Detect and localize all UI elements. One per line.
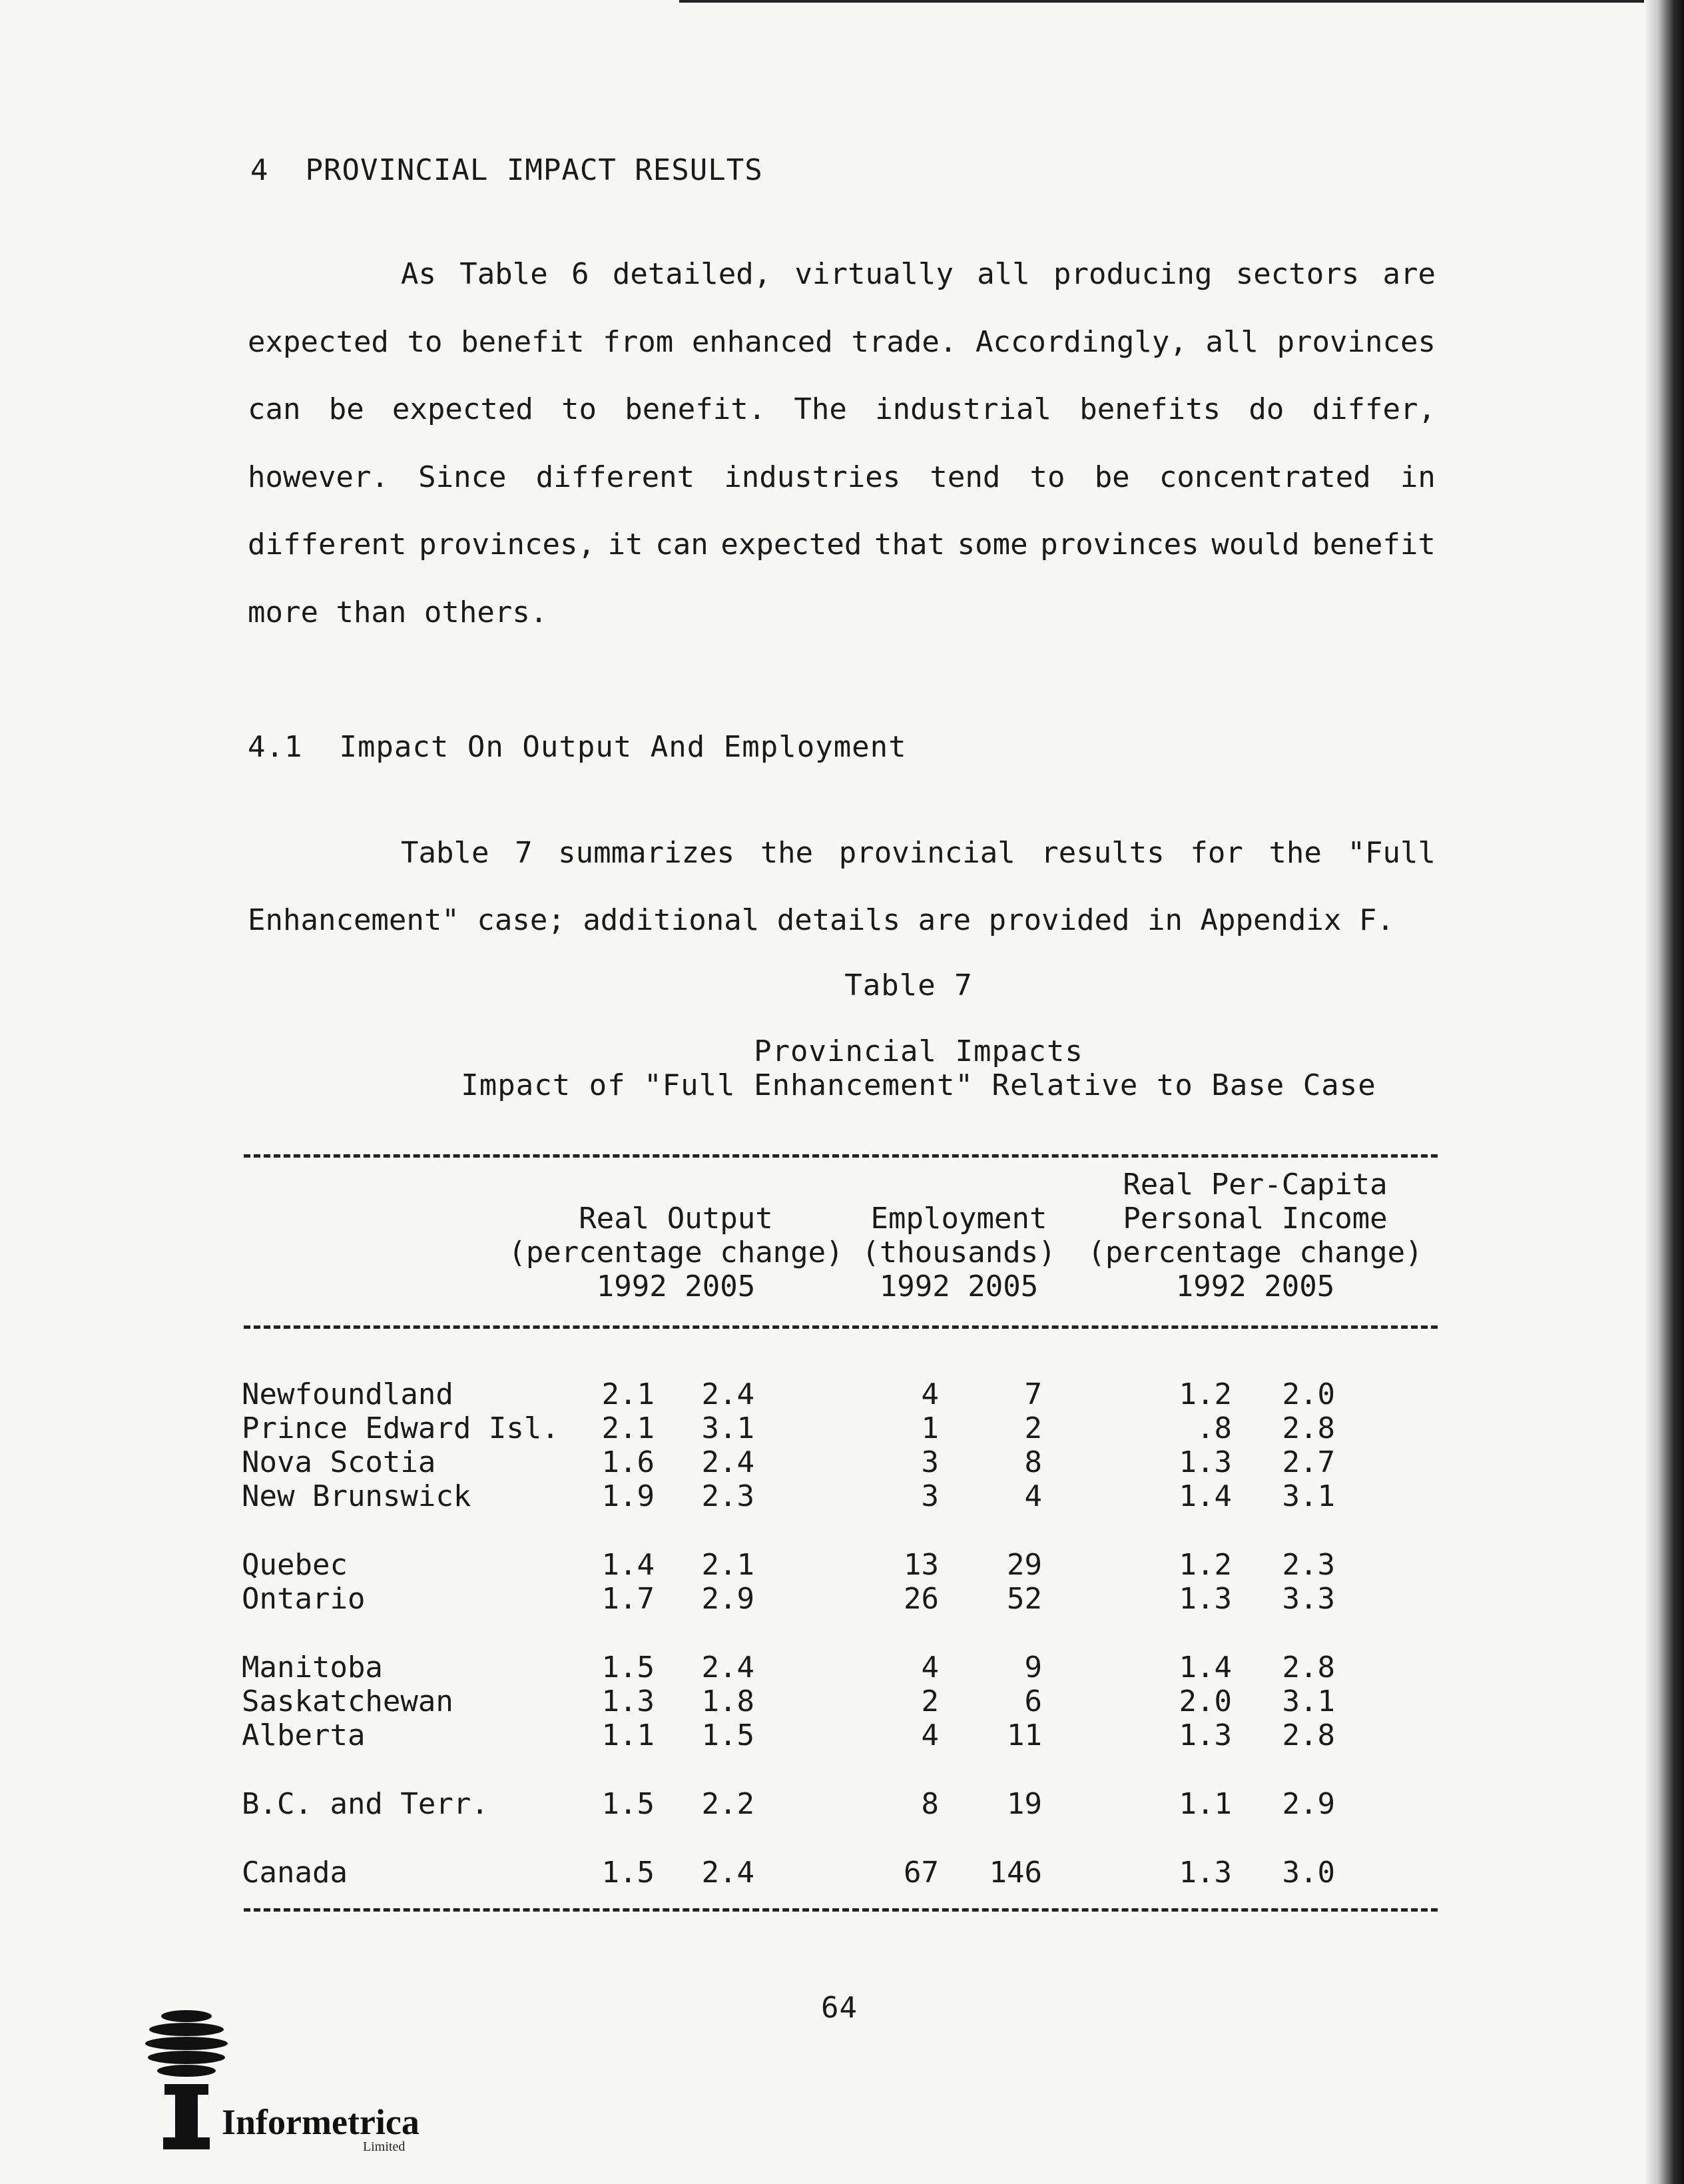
- region-name: Ontario: [242, 1582, 366, 1616]
- table-cell: 1: [921, 1411, 939, 1445]
- region-name: Prince Edward Isl.: [242, 1411, 559, 1445]
- table-cell: 7: [1024, 1377, 1042, 1411]
- table-cell: 4: [1024, 1479, 1042, 1513]
- intro-line: [248, 528, 1436, 561]
- table-cell: 3.0: [1282, 1856, 1335, 1890]
- table-cell: 2.4: [701, 1377, 754, 1411]
- table-cell: 52: [1007, 1582, 1042, 1616]
- intro-word: benefit: [1312, 528, 1436, 561]
- intro-word: detailed,: [612, 257, 772, 291]
- region-name: New Brunswick: [242, 1479, 471, 1513]
- intro-word: can: [655, 528, 708, 561]
- summary-line: [248, 903, 1436, 937]
- intro-word: are: [1382, 257, 1436, 291]
- table-cell: 2.2: [701, 1787, 754, 1821]
- table-cell: 3.1: [1282, 1684, 1335, 1718]
- intro-word: sectors: [1235, 257, 1360, 291]
- intro-line: [248, 325, 1436, 359]
- table-cell: 2.8: [1282, 1650, 1335, 1684]
- summary-word: "Full: [1347, 836, 1436, 870]
- table-cell: 4: [921, 1377, 939, 1411]
- table-cell: 2.3: [701, 1479, 754, 1513]
- subsection-heading: 4.1 Impact On Output And Employment: [248, 730, 907, 764]
- intro-word: provinces,: [419, 528, 595, 561]
- intro-word: to: [1029, 460, 1065, 494]
- table-label: Table 7: [844, 968, 973, 1002]
- table-cell: 2.1: [601, 1377, 655, 1411]
- table-cell: 1.1: [1179, 1787, 1232, 1821]
- intro-line: [248, 460, 1436, 494]
- table-cell: 1.1: [601, 1718, 655, 1752]
- intro-word: trade.: [851, 324, 958, 359]
- intro-word: industries: [724, 460, 901, 494]
- intro-word: can: [248, 392, 301, 426]
- summary-word: summarizes: [558, 836, 735, 870]
- region-name: Canada: [242, 1856, 348, 1890]
- table-cell: 8: [1024, 1445, 1042, 1479]
- table-title: Provincial Impacts: [754, 1034, 1083, 1068]
- column-header: (thousands): [862, 1236, 1056, 1270]
- table-cell: 1.5: [701, 1718, 754, 1752]
- table-cell: 1.4: [601, 1548, 655, 1582]
- table-cell: 2.9: [701, 1582, 754, 1616]
- intro-word: benefits: [1079, 392, 1221, 426]
- table-cell: 2.0: [1179, 1684, 1232, 1718]
- table-cell: 1.2: [1179, 1377, 1232, 1411]
- intro-word: differ,: [1312, 392, 1436, 426]
- summary-word: the: [1268, 836, 1322, 870]
- intro-word: more than others.: [248, 595, 548, 629]
- table-cell: 1.3: [1179, 1445, 1232, 1479]
- intro-word: industrial: [875, 392, 1051, 426]
- intro-word: to: [561, 392, 597, 426]
- table-cell: 29: [1007, 1548, 1042, 1582]
- intro-word: to: [407, 324, 443, 359]
- table-cell: 13: [904, 1548, 939, 1582]
- column-years: 1992 2005: [879, 1270, 1039, 1303]
- logo-name: Informetrica: [222, 2102, 420, 2142]
- summary-word: provincial: [838, 836, 1015, 870]
- table-cell: 2.4: [701, 1650, 754, 1684]
- column-header: Personal Income: [1123, 1202, 1388, 1236]
- table-cell: 2.4: [701, 1856, 754, 1890]
- region-name: Alberta: [242, 1718, 366, 1752]
- intro-line: [401, 257, 1436, 291]
- intro-word: some: [957, 528, 1028, 561]
- intro-word: Accordingly,: [975, 324, 1187, 359]
- intro-word: expected: [392, 392, 533, 426]
- table-cell: 67: [904, 1856, 939, 1890]
- intro-word: from: [603, 324, 674, 359]
- table-cell: .8: [1197, 1411, 1232, 1445]
- column-header: Employment: [870, 1202, 1047, 1236]
- table-cell: 2: [1024, 1411, 1042, 1445]
- intro-word: would: [1211, 528, 1300, 561]
- table-subtitle: Impact of "Full Enhancement" Relative to Base Case: [461, 1068, 1376, 1102]
- summary-word: Table: [401, 836, 489, 870]
- intro-word: different: [535, 460, 695, 494]
- table-cell: 1.6: [601, 1445, 655, 1479]
- table-cell: 1.3: [1179, 1582, 1232, 1616]
- region-name: Newfoundland: [242, 1377, 453, 1411]
- intro-word: that: [874, 528, 945, 561]
- table-cell: 1.2: [1179, 1548, 1232, 1582]
- column-header: (percentage change): [508, 1236, 844, 1270]
- table-cell: 1.7: [601, 1582, 655, 1616]
- intro-word: concentrated: [1159, 460, 1371, 494]
- intro-word: virtually: [794, 257, 954, 291]
- table-cell: 2.8: [1282, 1411, 1335, 1445]
- intro-word: expected: [720, 528, 862, 561]
- informetrica-logo: [143, 2002, 436, 2155]
- intro-word: provinces: [1276, 324, 1436, 359]
- column-header: (percentage change): [1087, 1236, 1423, 1270]
- table-cell: 1.4: [1179, 1479, 1232, 1513]
- intro-word: it: [607, 528, 643, 561]
- page-number: 64: [821, 1991, 858, 2025]
- table-cell: 1.3: [601, 1684, 655, 1718]
- table-cell: 1.5: [601, 1856, 655, 1890]
- table-cell: 8: [921, 1787, 939, 1821]
- intro-word: be: [1094, 460, 1130, 494]
- column-header: Real Per-Capita: [1123, 1168, 1388, 1202]
- table-cell: 146: [989, 1856, 1042, 1890]
- intro-word: tend: [930, 460, 1001, 494]
- table-cell: 2.3: [1282, 1548, 1335, 1582]
- region-name: Nova Scotia: [242, 1445, 436, 1479]
- table-cell: 1.3: [1179, 1856, 1232, 1890]
- intro-line: [248, 595, 1436, 629]
- intro-word: benefit.: [625, 392, 766, 426]
- table-cell: 9: [1024, 1650, 1042, 1684]
- table-cell: 2.9: [1282, 1787, 1335, 1821]
- region-name: Saskatchewan: [242, 1684, 453, 1718]
- intro-word: 6: [571, 257, 589, 291]
- table-cell: 26: [904, 1582, 939, 1616]
- intro-word: provinces: [1040, 528, 1199, 561]
- table-cell: 2.4: [701, 1445, 754, 1479]
- table-cell: 2.7: [1282, 1445, 1335, 1479]
- summary-word: for: [1190, 836, 1243, 870]
- table-cell: 1.4: [1179, 1650, 1232, 1684]
- table-cell: 1.3: [1179, 1718, 1232, 1752]
- intro-word: do: [1249, 392, 1284, 426]
- intro-word: Table: [459, 257, 548, 291]
- logo-suffix: Limited: [363, 2139, 406, 2154]
- intro-word: in: [1400, 460, 1436, 494]
- intro-word: producing: [1053, 257, 1213, 291]
- table-cell: 1.5: [601, 1650, 655, 1684]
- table-cell: 2: [921, 1684, 939, 1718]
- intro-word: be: [328, 392, 364, 426]
- table-bottom-rule: [244, 1908, 1438, 1912]
- table-cell: 2.1: [701, 1548, 754, 1582]
- table-cell: 1.8: [701, 1684, 754, 1718]
- table-cell: 4: [921, 1718, 939, 1752]
- table-header-rule: [244, 1325, 1438, 1329]
- column-years: 1992 2005: [1175, 1270, 1335, 1303]
- table-cell: 2.8: [1282, 1718, 1335, 1752]
- summary-word: 7: [515, 836, 533, 870]
- region-name: B.C. and Terr.: [242, 1787, 489, 1821]
- intro-word: however.: [248, 460, 389, 494]
- table-cell: 1.5: [601, 1787, 655, 1821]
- summary-line: [401, 836, 1436, 870]
- intro-line: [248, 392, 1436, 426]
- scan-top-edge: [679, 0, 1684, 3]
- table-cell: 1.9: [601, 1479, 655, 1513]
- intro-word: expected: [248, 324, 389, 359]
- table-cell: 6: [1024, 1684, 1042, 1718]
- table-cell: 3: [921, 1479, 939, 1513]
- column-header: Real Output: [579, 1202, 773, 1236]
- table-cell: 3.1: [1282, 1479, 1335, 1513]
- table-top-rule: [244, 1154, 1438, 1158]
- intro-word: all: [977, 257, 1030, 291]
- intro-word: The: [794, 392, 847, 426]
- summary-word: results: [1041, 836, 1165, 870]
- table-cell: 3: [921, 1445, 939, 1479]
- table-cell: 3.3: [1282, 1582, 1335, 1616]
- table-cell: 11: [1007, 1718, 1042, 1752]
- table-cell: 2.0: [1282, 1377, 1335, 1411]
- table-cell: 4: [921, 1650, 939, 1684]
- intro-word: As: [401, 257, 436, 291]
- intro-word: all: [1205, 324, 1259, 359]
- intro-word: enhanced: [691, 324, 833, 359]
- table-cell: 19: [1007, 1787, 1042, 1821]
- intro-word: Since: [418, 460, 507, 494]
- region-name: Manitoba: [242, 1650, 383, 1684]
- table-cell: 2.1: [601, 1411, 655, 1445]
- intro-word: different: [248, 528, 407, 561]
- region-name: Quebec: [242, 1548, 348, 1582]
- table-cell: 3.1: [701, 1411, 754, 1445]
- summary-word: the: [760, 836, 814, 870]
- column-years: 1992 2005: [596, 1270, 756, 1303]
- intro-word: benefit: [461, 324, 585, 359]
- summary-word: Enhancement" case; additional details are provided in Appendix F.: [248, 903, 1394, 937]
- section-heading: 4 PROVINCIAL IMPACT RESULTS: [250, 153, 763, 187]
